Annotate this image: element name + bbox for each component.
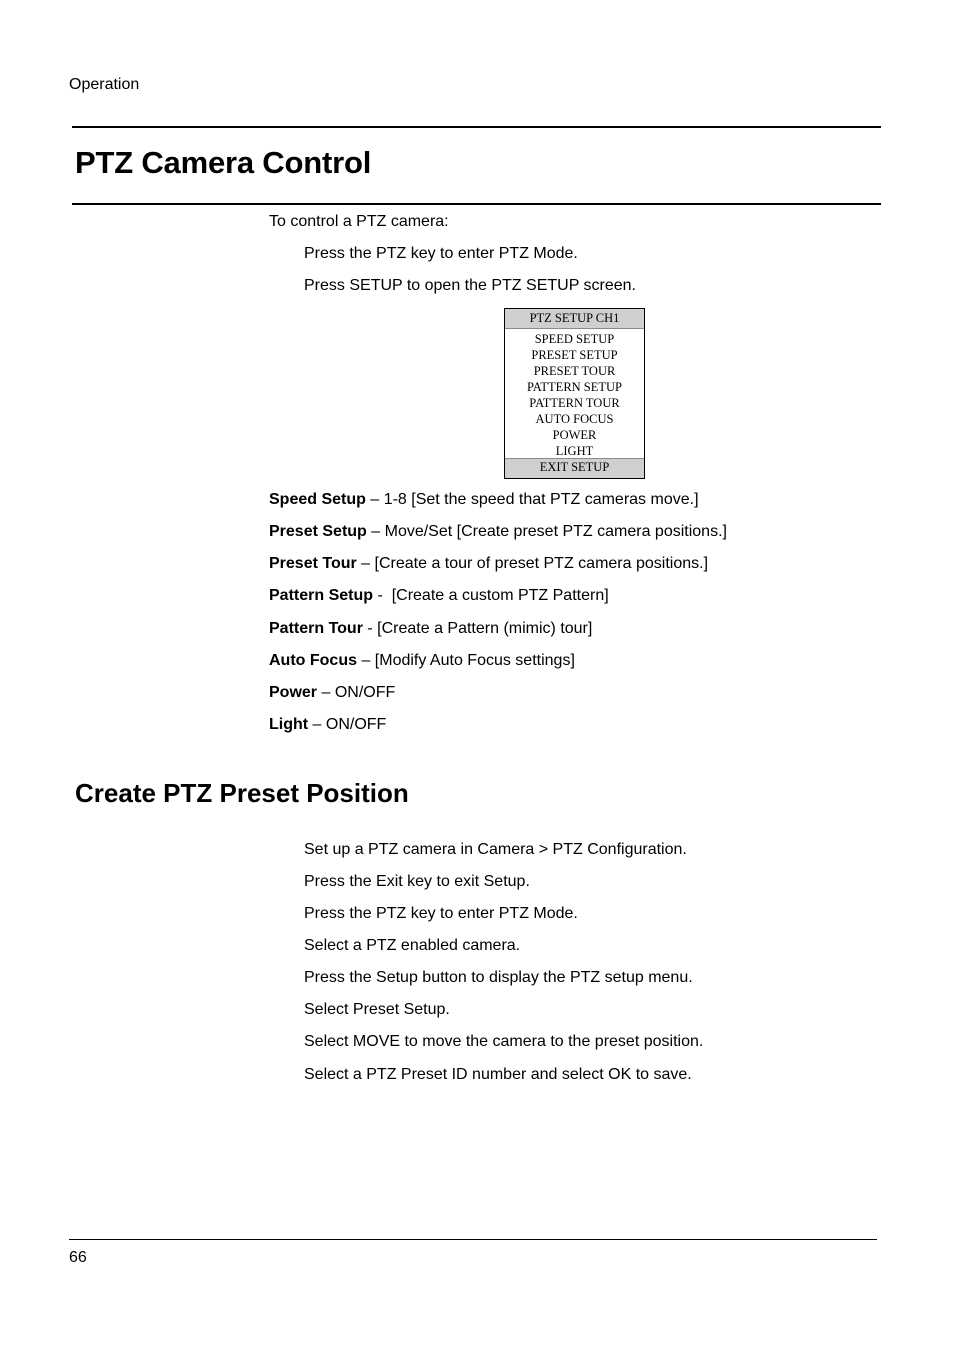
description-text: [Create a Pattern (mimic) tour]: [377, 620, 593, 637]
menu-item-light: LIGHT: [555, 444, 594, 458]
preset-step: Set up a PTZ camera in Camera > PTZ Configuration.: [304, 841, 687, 858]
description-power: [269, 683, 395, 703]
menu-items: [505, 329, 644, 459]
description-text: ON/OFF: [334, 684, 396, 701]
description-term: Preset Tour: [269, 555, 357, 572]
description-speed-setup: [269, 490, 699, 510]
description-pattern-setup: [269, 586, 609, 606]
menu-item-preset-tour: PRESET TOUR: [533, 364, 616, 378]
description-term: Pattern Tour: [269, 620, 363, 637]
page-number: 66: [69, 1249, 87, 1266]
footer-rule: [69, 1239, 877, 1240]
running-header: Operation: [69, 76, 140, 93]
intro-text: To control a PTZ camera:: [269, 213, 449, 230]
menu-item-power: POWER: [552, 428, 597, 442]
title-rule-bottom: [72, 203, 881, 205]
description-text: [Create a tour of preset PTZ camera positions.]: [374, 555, 709, 572]
title-rule-top: [72, 126, 881, 128]
description-preset-setup: [269, 522, 727, 542]
menu-item-preset-setup: PRESET SETUP: [531, 348, 618, 362]
intro-step: Press the PTZ key to enter PTZ Mode.: [304, 245, 578, 262]
section-title: Create PTZ Preset Position: [75, 778, 409, 808]
description-separator: –: [366, 523, 385, 540]
preset-step: Press the PTZ key to enter PTZ Mode.: [304, 905, 578, 922]
description-term: Light: [269, 716, 309, 733]
menu-title: PTZ SETUP CH1: [505, 309, 644, 329]
description-separator: –: [365, 491, 384, 508]
description-separator: -: [373, 587, 392, 604]
description-preset-tour: [269, 554, 708, 574]
description-text: 1-8 [Set the speed that PTZ cameras move.]: [383, 491, 699, 508]
description-text: Move/Set [Create preset PTZ camera positions.]: [384, 523, 727, 540]
description-separator: –: [308, 716, 326, 733]
menu-item-speed-setup: SPEED SETUP: [534, 332, 615, 346]
preset-step: Select MOVE to move the camera to the preset position.: [304, 1033, 704, 1050]
description-auto-focus: [269, 651, 575, 671]
page-title: PTZ Camera Control: [75, 145, 372, 180]
menu-item-pattern-tour: PATTERN TOUR: [529, 396, 620, 410]
preset-step: Press the Exit key to exit Setup.: [304, 873, 530, 890]
description-separator: –: [357, 652, 375, 669]
menu-item-exit-setup: EXIT SETUP: [505, 458, 644, 478]
description-pattern-tour: [269, 619, 592, 639]
ptz-setup-menu: [504, 308, 645, 479]
description-text: ON/OFF: [325, 716, 387, 733]
description-term: Power: [269, 684, 318, 701]
preset-step: Select a PTZ enabled camera.: [304, 937, 521, 954]
description-text: [Modify Auto Focus settings]: [374, 652, 575, 669]
description-separator: -: [362, 620, 378, 637]
menu-item-pattern-setup: PATTERN SETUP: [526, 380, 623, 394]
description-separator: –: [317, 684, 335, 701]
intro-step: Press SETUP to open the PTZ SETUP screen.: [304, 277, 636, 294]
description-text: [Create a custom PTZ Pattern]: [391, 587, 609, 604]
preset-step: Press the Setup button to display the PTZ setup menu.: [304, 969, 693, 986]
description-separator: –: [356, 555, 375, 572]
description-light: [269, 715, 386, 735]
preset-step: Select Preset Setup.: [304, 1001, 450, 1018]
description-term: Auto Focus: [269, 652, 357, 669]
preset-step: Select a PTZ Preset ID number and select OK to save.: [304, 1066, 692, 1083]
description-term: Preset Setup: [269, 523, 367, 540]
description-term: Speed Setup: [269, 491, 366, 508]
menu-item-auto-focus: AUTO FOCUS: [535, 412, 614, 426]
description-term: Pattern Setup: [269, 587, 374, 604]
